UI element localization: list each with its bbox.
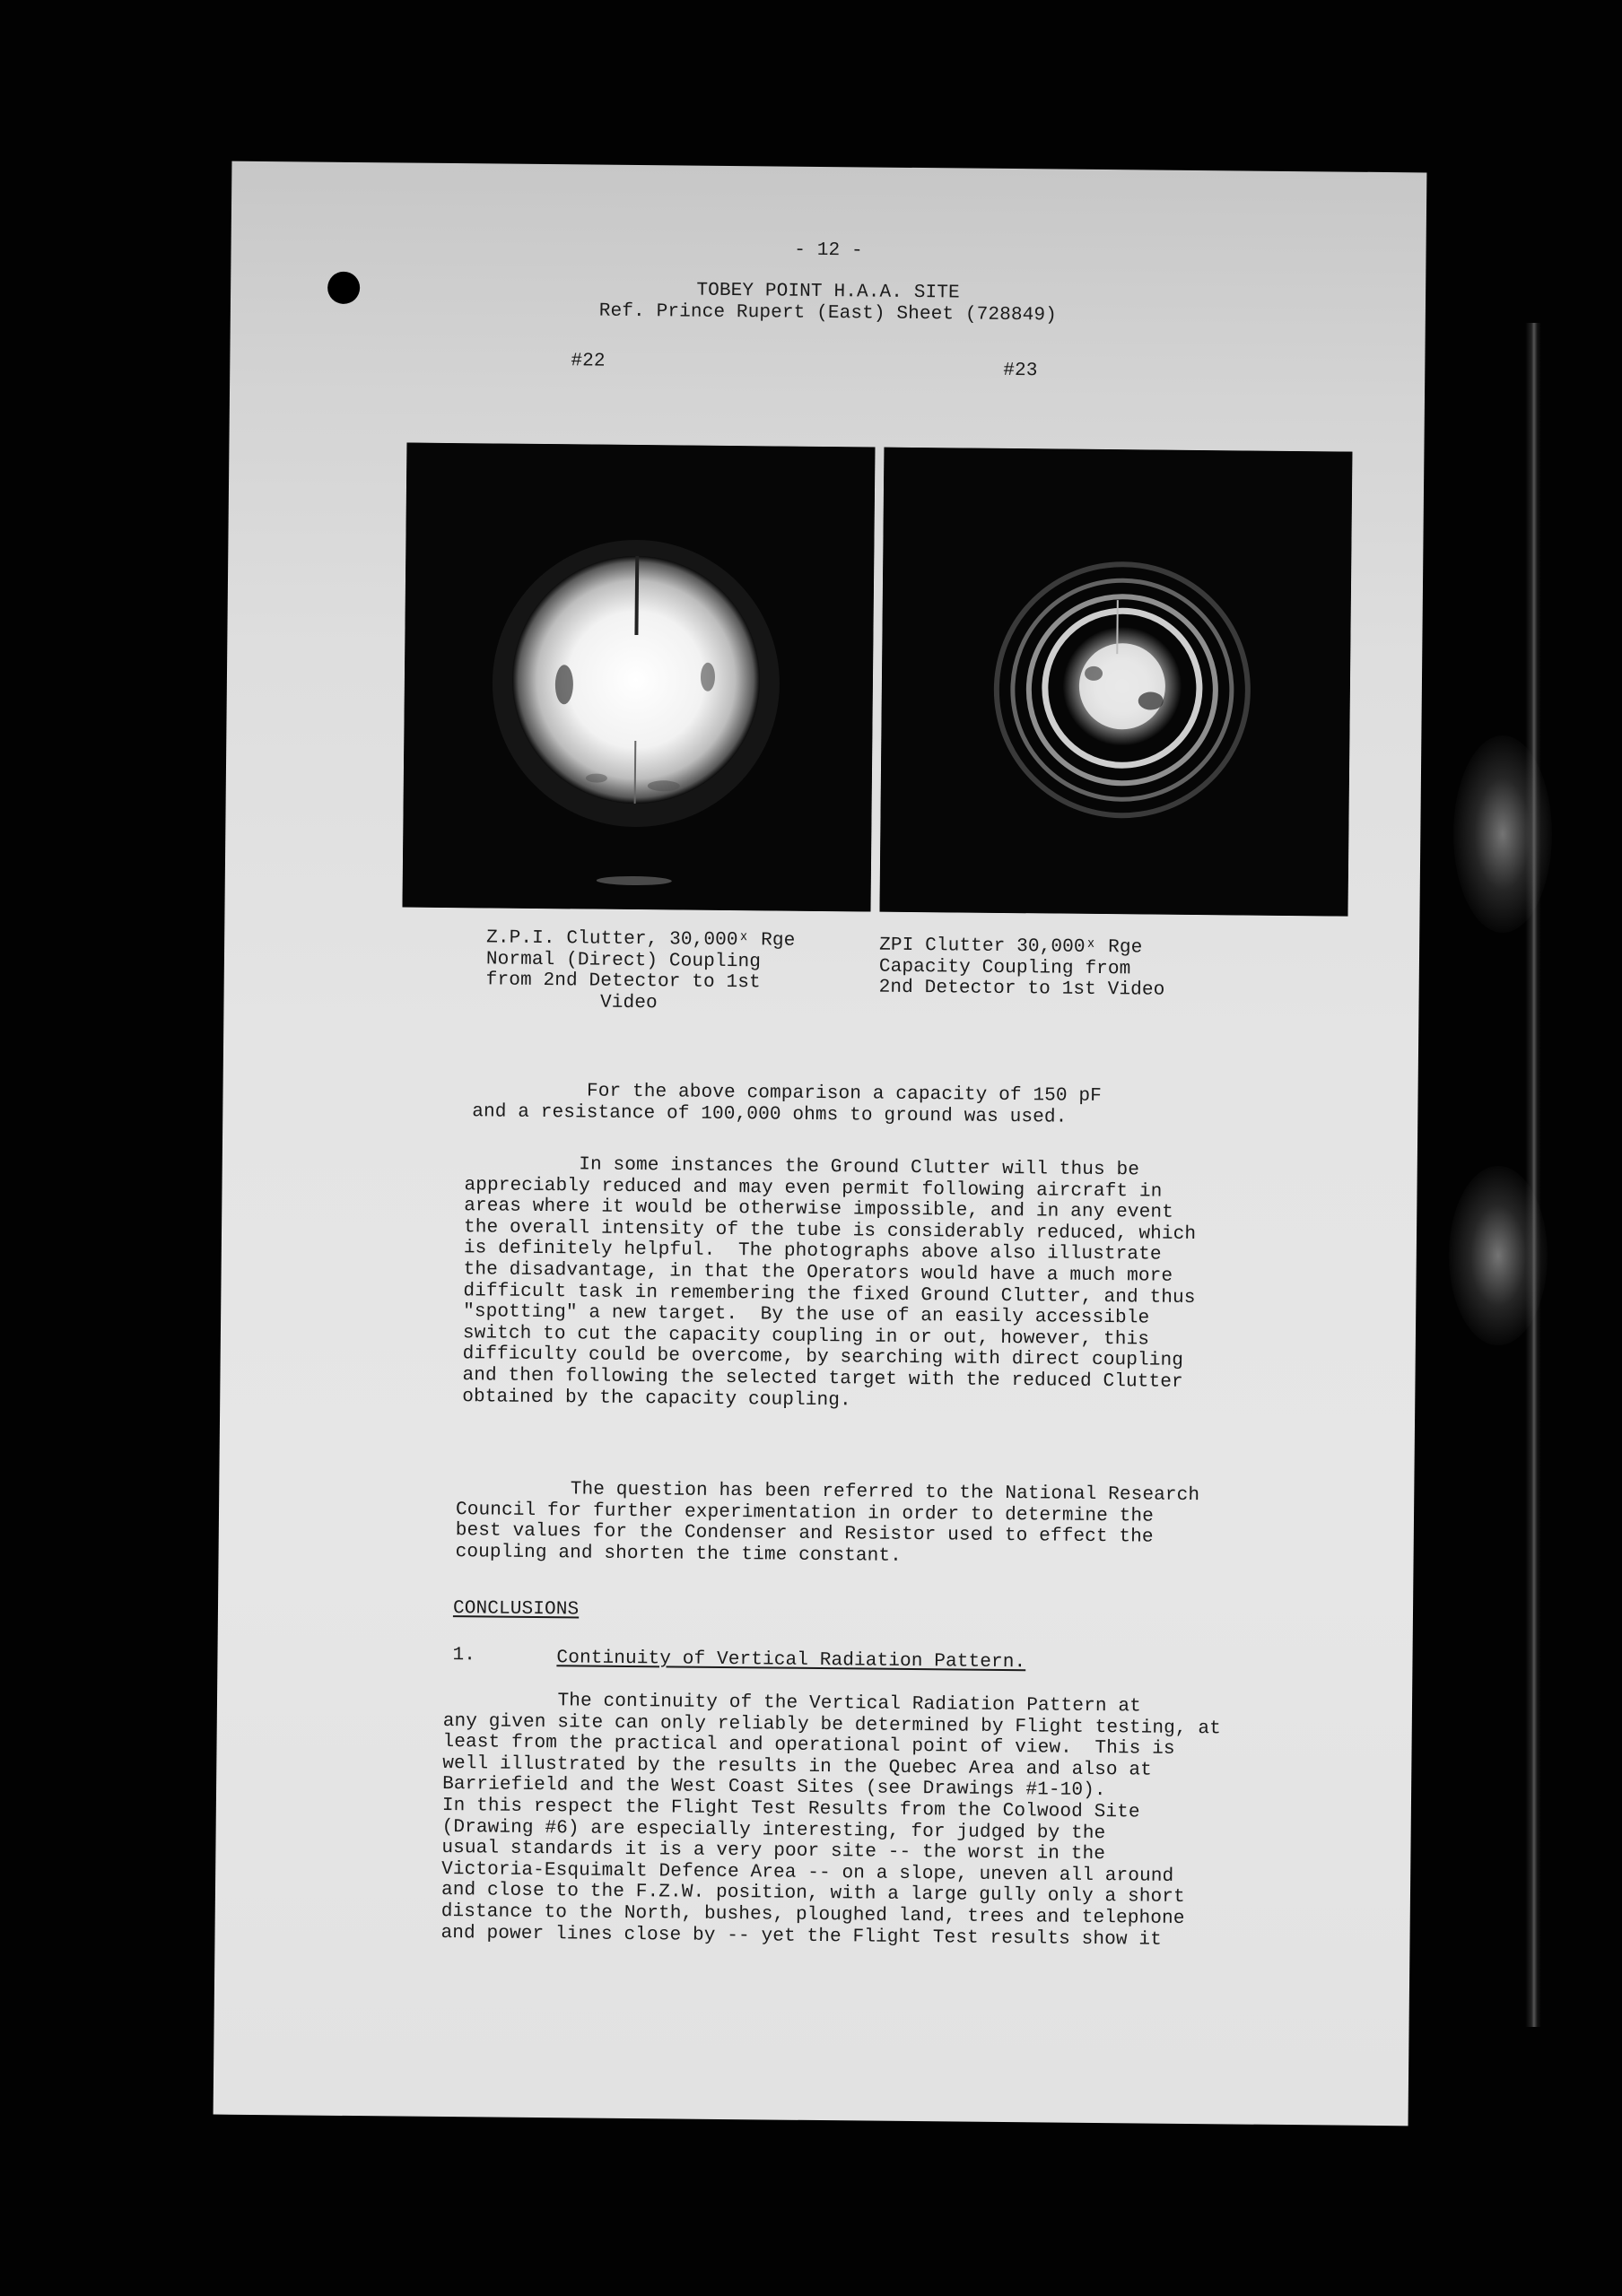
paragraph-ground-clutter: In some instances the Ground Clutter will thus be appreciably reduced and may even permit following aircraft in areas where it would be otherwise impossible, and in any event the overall intensity of the tube is considerably reduced, which is definitely helpful. The photographs above also illustrate the disadvantage, in that the Operators would have a much more difficult task in remembering the fixed Ground Clutter, and thus "spotting" a new target. By the use of an easily accessible switch to cut the capacity coupling in or out, however, this difficulty could be overcome, by searching with direct coupling and then following the selected target with the reduced Clutter obtained by the capacity coupling. (462, 1153, 1197, 1411)
scan-smudge (1449, 1166, 1548, 1345)
paragraph-comparison: For the above comparison a capacity of 150 pF and a resistance of 100,000 ohms to ground was used. (472, 1080, 1103, 1128)
photo-22-zpi-clutter-direct (403, 443, 876, 912)
conclusion-item-title: Continuity of Vertical Radiation Pattern. (556, 1648, 1026, 1674)
figure-caption-22: Z.P.I. Clutter, 30,000ˣ Rge Normal (Direct) Coupling from 2nd Detector to 1st Video (485, 927, 796, 1014)
conclusions-heading: CONCLUSIONS (452, 1598, 580, 1621)
radar-scope-image-direct (403, 443, 876, 912)
figure-caption-23: ZPI Clutter 30,000ˣ Rge Capacity Coupling from 2nd Detector to 1st Video (878, 935, 1165, 1001)
figure-number-23: #23 (1003, 360, 1038, 382)
document-page (214, 161, 1427, 2126)
paragraph-national-research: The question has been referred to the National Research Council for further experimentation in order to determine the best values for the Condenser and Resistor used to effect the coupling and shorten the time constant. (455, 1478, 1200, 1567)
map-reference: Ref. Prince Rupert (East) Sheet (728849) (598, 300, 1058, 326)
photo-23-zpi-clutter-capacity (879, 448, 1352, 917)
conclusion-item-number: 1. (452, 1645, 476, 1666)
radar-scope-image-capacity (879, 448, 1352, 917)
site-title: TOBEY POINT H.A.A. SITE (696, 280, 960, 304)
adjacent-page-edge (1525, 323, 1541, 2027)
paragraph-vertical-radiation: The continuity of the Vertical Radiation Pattern at any given site can only reliably be determined by Flight testing, at least from the practical and operational point of view. This is well illustrated by the results in the Quebec Area and also at Barriefield and the West Coast Sites (see Drawings #1-10). In this respect the Flight Test Results from the Colwood Site (Drawing #6) are especially interesting, for judged by the usual standards it is a very poor site -- the worst in the Victoria-Esquimalt Defence Area -- on a slope, uneven all around and close to the F.Z.W. position, with a large gully only a short distance to the North, bushes, ploughed land, trees and telephone and power lines close by -- yet the Flight Test results show it (440, 1689, 1222, 1951)
scan-smudge (1453, 735, 1552, 933)
figure-number-22: #22 (571, 351, 606, 372)
page-number: - 12 - (794, 239, 863, 262)
